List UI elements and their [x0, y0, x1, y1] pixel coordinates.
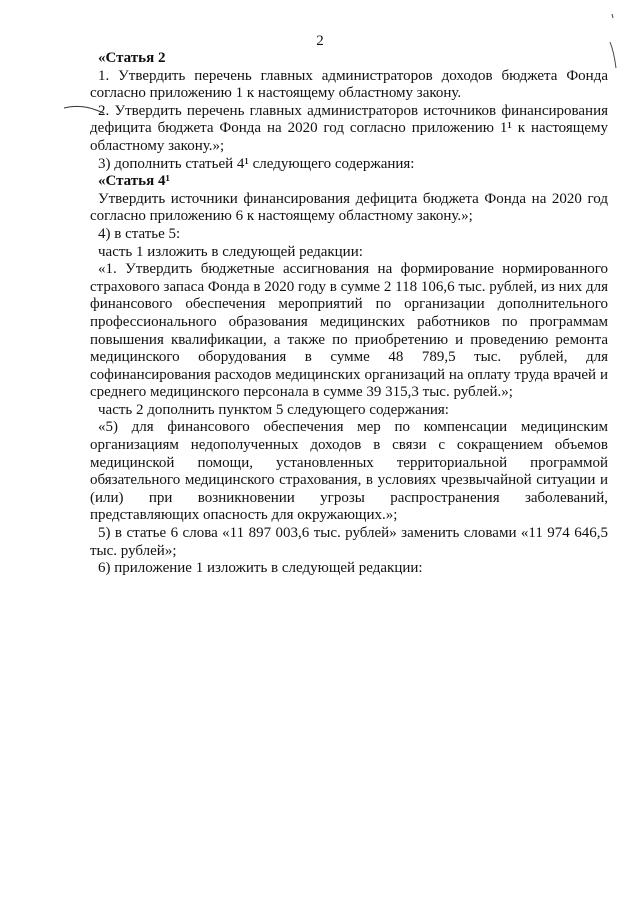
paragraph: 3) дополнить статьей 4¹ следующего содержания:	[98, 155, 415, 172]
paragraph: 2. Утвердить перечень главных администраторов источников финансирования дефицита бюджета Фонда на 2020 год согласно приложению 1¹ к настоящему областному закону.»;	[90, 102, 608, 154]
paragraph: 1. Утвердить перечень главных администраторов доходов бюджета Фонда согласно приложению 1 к настоящему областному закону.	[90, 67, 608, 102]
paragraph: 5) в статье 6 слова «11 897 003,6 тыс. рублей» заменить словами «11 974 646,5 тыс. рублей»;	[90, 525, 608, 559]
heading-article-4-1: «Статья 4¹	[98, 173, 170, 190]
page-number: 2	[316, 33, 324, 49]
paragraph: «5) для финансового обеспечения мер по компенсации медицинским организациям недополученных доходов в связи с сокращением объемов медицинской помощи, установленных территориальной программой обязательного медицинского страхования, в условиях чрезвычайной ситуации и (или) при возникновении угрозы распространения заболеваний, представляющих опасность для окружающих.»;	[90, 419, 608, 524]
paragraph: часть 2 дополнить пунктом 5 следующего содержания:	[98, 401, 449, 418]
paragraph: Утвердить источники финансирования дефицита бюджета Фонда на 2020 год согласно приложению 6 к настоящему областному закону.»;	[90, 190, 608, 225]
paragraph: «1. Утвердить бюджетные ассигнования на формирование нормированного страхового запаса Фонда в 2020 году в сумме 2 118 106,6 тыс. рублей, из них для финансового обеспечения мероприятий по организации дополнительного профессионального образования медицинских работников по программам повышения квалификации, а также по приобретению и проведению ремонта медицинского оборудования в сумме 48 789,5 тыс. рублей, для софинансирования расходов медицинских организаций на оплату труда врачей и среднего медицинского персонала в сумме 39 315,3 тыс. рублей.»;	[90, 261, 608, 401]
paragraph: 4) в статье 5:	[98, 225, 181, 242]
document-body	[90, 50, 608, 578]
paragraph: часть 1 изложить в следующей редакции:	[98, 243, 363, 260]
paragraph: 6) приложение 1 изложить в следующей редакции:	[98, 560, 423, 577]
heading-article-2: «Статья 2	[98, 50, 166, 66]
